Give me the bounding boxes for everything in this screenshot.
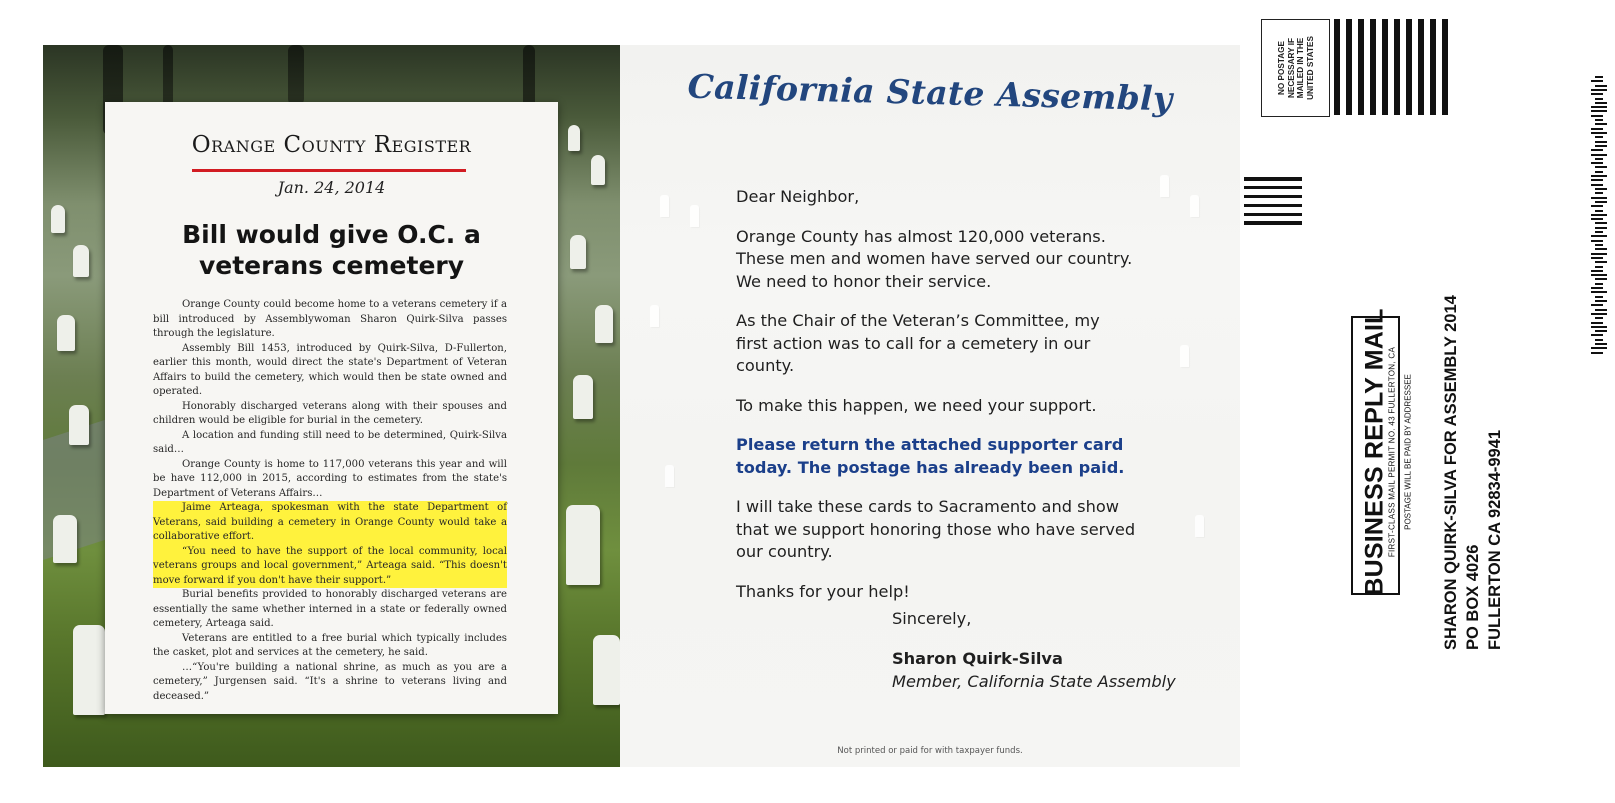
no-postage-notice: NO POSTAGE NECESSARY IF MAILED IN THE UNITED STATES xyxy=(1277,36,1315,100)
barcode-bar xyxy=(1595,296,1603,298)
faded-headstone xyxy=(690,205,699,227)
barcode-bar xyxy=(1595,141,1607,143)
faded-headstone xyxy=(650,305,659,327)
call-to-action: Please return the attached supporter card today. The postage has already been paid. xyxy=(736,435,1125,477)
barcode-bar xyxy=(1591,110,1607,112)
clipping-paragraph: Orange County is home to 117,000 veterans this year and will be have 112,000 in 2015, according to estimates from the state's Department of Veterans Affairs… xyxy=(153,458,507,499)
barcode-bar xyxy=(1595,171,1603,173)
intelligent-mail-barcode xyxy=(1591,76,1607,356)
assembly-heading: California State Assembly xyxy=(687,66,1173,119)
barcode-bar xyxy=(1595,145,1607,147)
barcode-bar xyxy=(1591,274,1607,276)
letter-paragraph: As the Chair of the Veteran’s Committee, my first action was to call for a cemetery in our county. xyxy=(736,311,1100,375)
barcode-bar xyxy=(1591,322,1603,324)
clipping-paragraph: Burial benefits provided to honorably discharged veterans are essentially the same whether interned in a state or federally owned cemetery, Arteaga said. xyxy=(153,589,507,629)
barcode-bar xyxy=(1595,248,1607,250)
permit-line: FIRST-CLASS MAIL PERMIT NO. 43 FULLERTON, CA xyxy=(1387,346,1397,558)
barcode-bar xyxy=(1595,102,1607,104)
barcode-bar xyxy=(1595,76,1603,78)
barcode-bar xyxy=(1595,330,1607,332)
barcode-bar xyxy=(1591,80,1603,82)
barcode-bar xyxy=(1595,283,1603,285)
faded-headstone xyxy=(1190,195,1199,217)
clipping-paragraph: …“You're building a national shrine, as much as you are a cemetery,” Jurgensen said. “It's a shrine to veterans living and deceased.” xyxy=(153,661,507,702)
cemetery-photo xyxy=(43,45,620,767)
barcode-bar xyxy=(1595,158,1603,160)
barcode-bar xyxy=(1591,115,1603,117)
barcode-bar xyxy=(1595,266,1603,268)
barcode-bar xyxy=(1591,184,1603,186)
barcode-bar xyxy=(1595,339,1603,341)
clipping-body xyxy=(153,298,507,704)
letter-body xyxy=(736,186,1136,620)
barcode-bar xyxy=(1591,334,1603,336)
barcode-bar xyxy=(1595,192,1603,194)
clipping-paragraph: Orange County could become home to a veterans cemetery if a bill introduced by Assemblywoman Sharon Quirk-Silva passes through the legislature. xyxy=(153,299,507,339)
letter-paragraph: Orange County has almost 120,000 veterans. These men and women have served our country. We need to honor their service. xyxy=(736,226,1133,291)
barcode-bar xyxy=(1591,257,1603,259)
letter-paragraph: I will take these cards to Sacramento and show that we support honoring those who have served our country. xyxy=(736,497,1136,561)
barcode-bar xyxy=(1595,188,1607,190)
faded-headstone xyxy=(1180,345,1189,367)
clipping-paragraph: Honorably discharged veterans along with their spouses and children would be eligible for burial in the cemetery. xyxy=(153,400,507,426)
faded-headstone xyxy=(1160,175,1169,197)
barcode-bar xyxy=(1591,205,1603,207)
salutation: Dear Neighbor, xyxy=(736,187,860,206)
barcode-bar xyxy=(1595,201,1607,203)
highlighted-paragraph: “You need to have the support of the local community, local veterans groups and local government,” Arteaga said. “This doesn't move forward if you don't have their support.” xyxy=(153,545,507,589)
barcode-bar xyxy=(1595,210,1603,212)
tree-trunk xyxy=(288,45,304,105)
barcode-bar xyxy=(1595,119,1603,121)
headstone xyxy=(51,205,65,233)
postage-paid-line: POSTAGE WILL BE PAID BY ADDRESSEE xyxy=(1403,374,1413,530)
barcode-bar xyxy=(1595,222,1607,224)
barcode-bar xyxy=(1591,214,1607,216)
barcode-bar xyxy=(1591,304,1603,306)
headstone xyxy=(568,125,580,151)
signer-title: Member, California State Assembly xyxy=(892,672,1176,691)
headstone xyxy=(53,515,77,563)
barcode-bar xyxy=(1595,261,1607,263)
letter-paragraph: Thanks for your help! xyxy=(736,581,910,601)
barcode-bar xyxy=(1591,106,1607,108)
clipping-paragraph: A location and funding still need to be determined, Quirk-Silva said… xyxy=(153,429,507,455)
headstone xyxy=(73,245,89,277)
barcode-bar xyxy=(1591,253,1607,255)
barcode-bar xyxy=(1595,227,1607,229)
barcode-bar xyxy=(1595,278,1607,280)
barcode-bar xyxy=(1591,326,1607,328)
masthead-rule xyxy=(192,169,466,172)
faded-headstone xyxy=(660,195,669,217)
barcode-bar xyxy=(1591,197,1607,199)
barcode-bar xyxy=(1595,231,1603,233)
headstone xyxy=(595,305,613,343)
clipping-paragraph: Veterans are entitled to a free burial which typically includes the casket, plot and services at the cemetery, he said. xyxy=(153,632,507,658)
headstone xyxy=(591,155,605,185)
letter-panel xyxy=(620,45,1240,767)
barcode-bar xyxy=(1591,162,1603,164)
faded-headstone xyxy=(1195,515,1204,537)
barcode-bar xyxy=(1591,352,1603,354)
barcode-bar xyxy=(1595,343,1607,345)
barcode-bar xyxy=(1591,154,1607,156)
closing: Sincerely, xyxy=(892,609,972,628)
headstone xyxy=(73,625,105,715)
address-line: SHARON QUIRK-SILVA FOR ASSEMBLY 2014 xyxy=(1442,295,1460,650)
headstone xyxy=(57,315,75,351)
clipping-headline: Bill would give O.C. a veterans cemetery xyxy=(182,220,481,280)
barcode-bar xyxy=(1595,317,1603,319)
barcode-bar xyxy=(1595,123,1607,125)
return-address xyxy=(1440,270,1506,650)
barcode-bar xyxy=(1591,93,1603,95)
barcode-bar xyxy=(1591,175,1607,177)
barcode-bar xyxy=(1595,300,1607,302)
barcode-bar xyxy=(1591,347,1607,349)
barcode-bar xyxy=(1595,136,1603,138)
postage-indicia-box xyxy=(1261,19,1330,117)
headstone xyxy=(573,375,593,419)
barcode-bar xyxy=(1591,149,1603,151)
barcode-bar xyxy=(1591,89,1607,91)
barcode-bar xyxy=(1591,287,1603,289)
clipping-paragraph: Assembly Bill 1453, introduced by Quirk-Silva, D-Fullerton, earlier this month, would direct the state's Department of Veteran Affairs to build the cemetery, which would then be state owned and operated. xyxy=(153,342,507,397)
barcode-bar xyxy=(1591,179,1603,181)
highlighted-paragraph: Jaime Arteaga, spokesman with the state Department of Veterans, said building a cemetery in Orange County would take a collaborative effort. xyxy=(153,501,507,545)
barcode-bar xyxy=(1595,309,1607,311)
barcode-bar xyxy=(1595,166,1607,168)
barcode-bar xyxy=(1595,244,1603,246)
address-line: FULLERTON CA 92834-9941 xyxy=(1486,429,1504,650)
barcode-bar xyxy=(1591,270,1603,272)
barcode-bar xyxy=(1595,85,1607,87)
address-line: PO BOX 4026 xyxy=(1464,544,1482,650)
business-reply-title: BUSINESS REPLY MAIL xyxy=(1360,308,1389,596)
barcode-bar xyxy=(1591,128,1603,130)
headstone xyxy=(570,235,586,269)
barcode-bar xyxy=(1591,132,1607,134)
headstone xyxy=(593,635,620,705)
horizontal-bars xyxy=(1244,177,1302,225)
headstone xyxy=(69,405,89,445)
facing-identification-bars xyxy=(1334,19,1454,115)
barcode-bar xyxy=(1591,235,1607,237)
letter-paragraph: To make this happen, we need your support. xyxy=(736,395,1097,415)
disclaimer: Not printed or paid for with taxpayer funds. xyxy=(837,746,1023,756)
newspaper-masthead: Orange County Register xyxy=(191,132,472,158)
faded-headstone xyxy=(665,465,674,487)
signer-name: Sharon Quirk-Silva xyxy=(892,649,1063,668)
barcode-bar xyxy=(1591,240,1603,242)
headstone xyxy=(566,505,600,585)
news-clipping xyxy=(105,102,558,714)
barcode-bar xyxy=(1591,218,1603,220)
clipping-date: Jan. 24, 2014 xyxy=(277,178,386,197)
barcode-bar xyxy=(1591,313,1607,315)
barcode-bar xyxy=(1591,291,1607,293)
barcode-bar xyxy=(1595,98,1603,100)
